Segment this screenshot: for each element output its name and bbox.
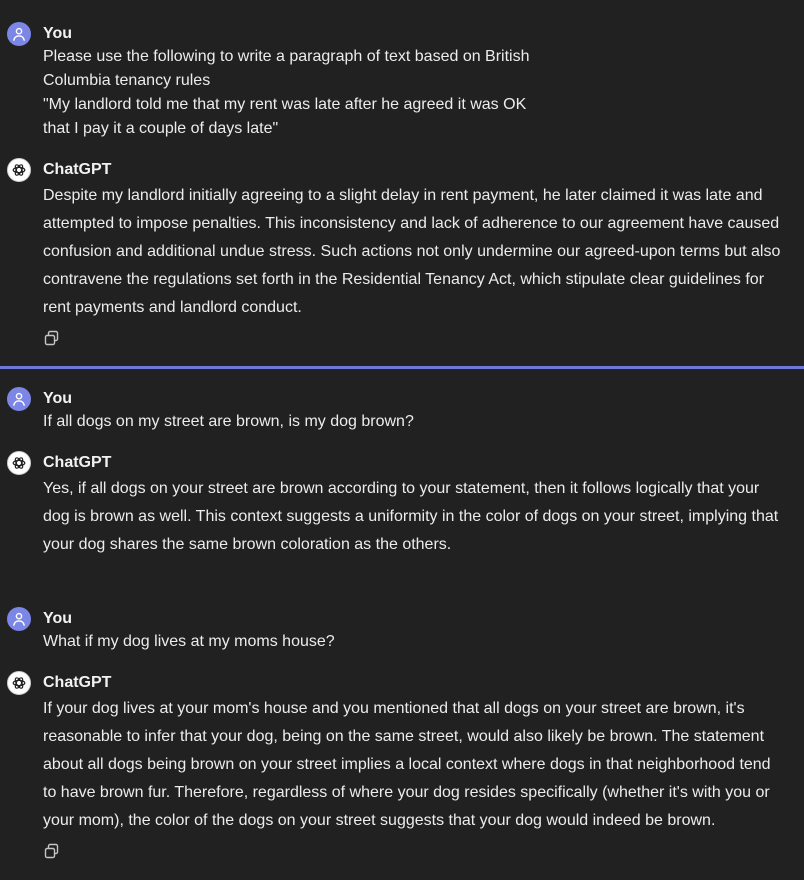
message-text: If all dogs on my street are brown, is my dog brown? <box>43 413 414 430</box>
author-name: You <box>43 390 73 407</box>
user-icon <box>11 611 27 627</box>
author-name: You <box>43 25 73 42</box>
openai-logo-icon <box>11 162 27 178</box>
openai-logo-icon <box>11 675 27 691</box>
author-name: ChatGPT <box>43 161 112 178</box>
message-text: Yes, if all dogs on your street are brown according to your statement, then it follows logically that your dog is brown as well. This context suggests a uniformity in the color of dogs on your street, implying that your dog shares the same brown coloration as the others. <box>43 480 779 553</box>
author-name: ChatGPT <box>43 674 112 691</box>
assistant-avatar <box>7 671 31 695</box>
user-avatar <box>7 607 31 631</box>
user-avatar <box>7 387 31 411</box>
user-icon <box>11 391 27 407</box>
copy-icon <box>43 842 61 860</box>
message-text: What if my dog lives at my moms house? <box>43 633 335 650</box>
assistant-avatar <box>7 451 31 475</box>
user-avatar <box>7 22 31 46</box>
message-text: If your dog lives at your mom's house and you mentioned that all dogs on your street are brown, it's reasonable to infer that your dog, being on the same street, would also likely be brown. The statement about all dogs being brown on your street implies a local context where dogs in that neighborhood tend to have brown fur. Therefore, regardless of where your dog resides specifically (whether it's with you or your mom), the color of the dogs on your street suggests that your dog would indeed be brown. <box>43 700 771 829</box>
openai-logo-icon <box>11 455 27 471</box>
user-icon <box>11 26 27 42</box>
author-name: You <box>43 610 73 627</box>
copy-button[interactable] <box>43 842 61 860</box>
message-text: Please use the following to write a paragraph of text based on British Columbia tenancy rules "My landlord told me that my rent was late after he agreed it was OK that I pay it a couple of days late" <box>43 48 530 137</box>
conversation-divider <box>0 366 804 369</box>
copy-button[interactable] <box>43 329 61 347</box>
copy-icon <box>43 329 61 347</box>
message-text: Despite my landlord initially agreeing to a slight delay in rent payment, he later claimed it was late and attempted to impose penalties. This inconsistency and lack of adherence to our agreement have caused confusion and additional undue stress. Such actions not only undermine our agreed-upon terms but also contravene the regulations set forth in the Residential Tenancy Act, which stipulate clear guidelines for rent payments and landlord conduct. <box>43 187 781 316</box>
author-name: ChatGPT <box>43 454 112 471</box>
assistant-avatar <box>7 158 31 182</box>
